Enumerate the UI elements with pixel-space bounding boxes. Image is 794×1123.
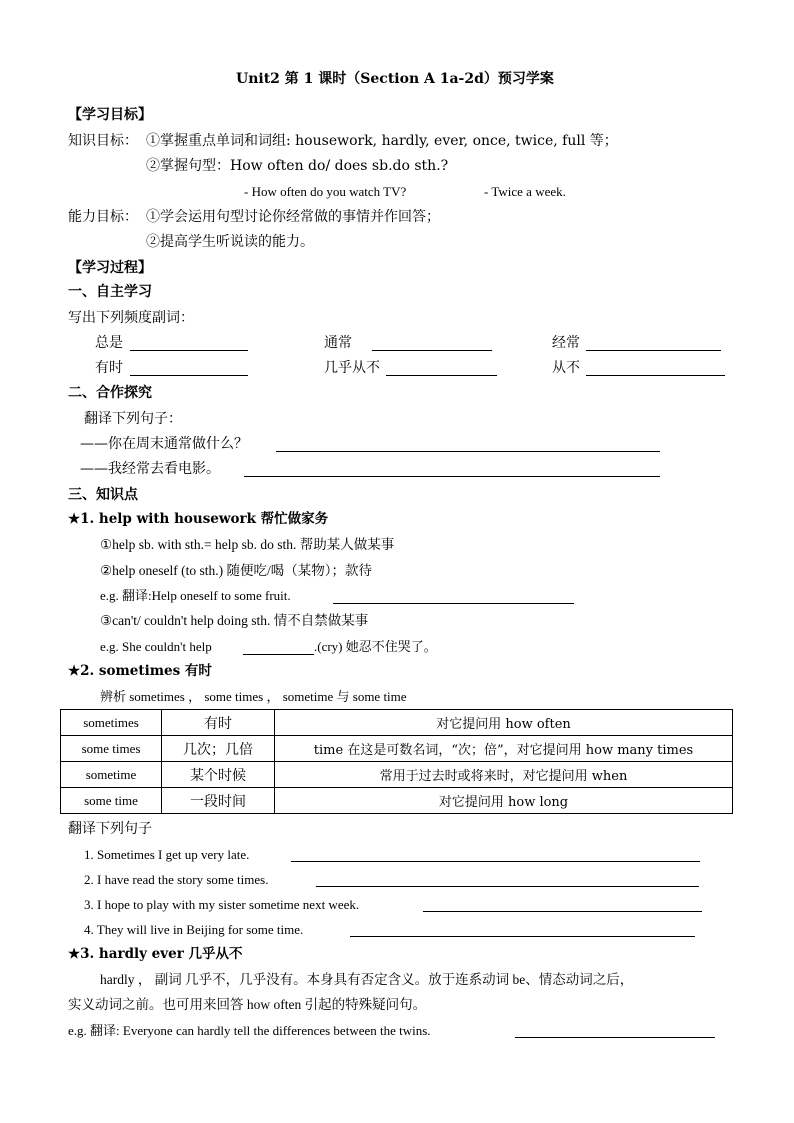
kp1-example-1: e.g. 翻译:Help oneself to some fruit. bbox=[100, 588, 291, 603]
kp1-title: ★1. help with housework 帮忙做家务 bbox=[68, 511, 329, 527]
table-cell: some times bbox=[61, 736, 162, 762]
table-cell: some time bbox=[61, 788, 162, 814]
section-1-instruction: 写出下列频度副词： bbox=[68, 310, 194, 326]
adverb-always-label: 总是 bbox=[95, 335, 123, 351]
table-cell: 一段时间 bbox=[162, 788, 275, 814]
adverb-never-label: 从不 bbox=[552, 360, 580, 376]
kp2-intro: 辨析 sometimes ， some times ， sometime 与 some time bbox=[100, 689, 407, 704]
adverb-always-blank[interactable] bbox=[130, 350, 248, 351]
section-2-instruction: 翻译下列句子： bbox=[84, 411, 182, 427]
table-row bbox=[61, 762, 733, 788]
translate-question-2: ——我经常去看电影。 bbox=[80, 461, 220, 477]
translate-answer-1-blank[interactable] bbox=[276, 451, 660, 452]
page-title: Unit2 第 1 课时（Section A 1a-2d）预习学案 bbox=[236, 71, 554, 87]
kp2-sentence-4: 4. They will live in Beijing for some time. bbox=[84, 922, 304, 937]
adverb-never-blank[interactable] bbox=[586, 375, 725, 376]
kp2-sentence-3: 3. I hope to play with my sister sometime next week. bbox=[84, 897, 360, 912]
kp3-title: ★3. hardly ever 几乎从不 bbox=[68, 946, 243, 962]
kp2-sentence-2-blank[interactable] bbox=[316, 886, 699, 887]
table-cell: sometime bbox=[61, 762, 162, 788]
adverb-often-label: 经常 bbox=[552, 335, 580, 351]
process-heading: 【学习过程】 bbox=[68, 260, 152, 276]
kp2-sentence-1-blank[interactable] bbox=[291, 861, 700, 862]
section-1-heading: 一、自主学习 bbox=[68, 284, 152, 300]
section-2-heading: 二、合作探究 bbox=[68, 385, 152, 401]
table-row bbox=[61, 710, 733, 736]
kp2-sentence-3-blank[interactable] bbox=[423, 911, 702, 912]
translate-answer-2-blank[interactable] bbox=[244, 476, 660, 477]
adverb-hardly-ever-label: 几乎从不 bbox=[324, 360, 380, 376]
adverb-usually-label: 通常 bbox=[324, 335, 352, 351]
table-cell: 几次；几倍 bbox=[162, 736, 275, 762]
ability-goal-2: ②提高学生听说读的能力。 bbox=[146, 234, 314, 250]
comparison-table bbox=[60, 709, 733, 814]
table-row bbox=[61, 736, 733, 762]
table-row bbox=[61, 788, 733, 814]
knowledge-goal-2: ②掌握句型：How often do/ does sb.do sth.? bbox=[146, 158, 449, 174]
kp3-example: e.g. 翻译: Everyone can hardly tell the differences between the twins. bbox=[68, 1023, 431, 1038]
goals-heading: 【学习目标】 bbox=[68, 107, 152, 123]
table-cell: time 在这是可数名词，“次；倍”，对它提问用 how many times bbox=[275, 736, 733, 762]
table-cell: sometimes bbox=[61, 710, 162, 736]
kp2-sentence-4-blank[interactable] bbox=[350, 936, 695, 937]
kp2-sentence-2: 2. I have read the story some times. bbox=[84, 872, 269, 887]
knowledge-goal-1: ①掌握重点单词和词组: housework, hardly, ever, once, twice, full 等； bbox=[146, 133, 618, 149]
table-cell: 有时 bbox=[162, 710, 275, 736]
ability-label: 能力目标： bbox=[68, 209, 138, 225]
table-cell: 常用于过去时或将来时，对它提问用 when bbox=[275, 762, 733, 788]
kp3-paragraph-1: hardly ， 副词 几乎不，几乎没有。本身具有否定含义。放于连系动词 be、情态动词之后， bbox=[100, 972, 634, 987]
knowledge-label: 知识目标： bbox=[68, 133, 138, 149]
ability-goal-1: ①学会运用句型讨论你经常做的事情并作回答； bbox=[146, 209, 440, 225]
adverb-hardly-ever-blank[interactable] bbox=[386, 375, 497, 376]
kp1-example-2-end: .(cry) 她忍不住哭了。 bbox=[314, 639, 437, 654]
kp2-sentence-1: 1. Sometimes I get up very late. bbox=[84, 847, 250, 862]
kp1-line-2: ②help oneself (to sth.) 随便吃/喝（某物）；款待 bbox=[100, 563, 372, 578]
knowledge-example-a: - Twice a week. bbox=[484, 184, 566, 199]
adverb-sometimes-label: 有时 bbox=[95, 360, 123, 376]
table-cell: 对它提问用 how often bbox=[275, 710, 733, 736]
kp1-example-2-start: e.g. She couldn't help bbox=[100, 639, 212, 654]
knowledge-example-q: - How often do you watch TV? bbox=[244, 184, 407, 199]
kp1-line-4: ③can't/ couldn't help doing sth. 情不自禁做某事 bbox=[100, 613, 369, 628]
translate-question-1: ——你在周末通常做什么？ bbox=[80, 436, 248, 452]
section-3-heading: 三、知识点 bbox=[68, 487, 138, 503]
kp3-paragraph-2: 实义动词之前。也可用来回答 how often 引起的特殊疑问句。 bbox=[68, 997, 427, 1012]
kp1-example-1-blank[interactable] bbox=[333, 603, 574, 604]
kp3-example-blank[interactable] bbox=[515, 1037, 715, 1038]
table-cell: 某个时候 bbox=[162, 762, 275, 788]
kp1-line-1: ①help sb. with sth.= help sb. do sth. 帮助某人做某事 bbox=[100, 537, 395, 552]
adverb-usually-blank[interactable] bbox=[372, 350, 492, 351]
kp1-example-2-blank[interactable] bbox=[243, 654, 314, 655]
adverb-sometimes-blank[interactable] bbox=[130, 375, 248, 376]
kp2-instruction: 翻译下列句子 bbox=[68, 821, 152, 837]
adverb-often-blank[interactable] bbox=[586, 350, 721, 351]
kp2-title: ★2. sometimes 有时 bbox=[68, 663, 212, 679]
table-cell: 对它提问用 how long bbox=[275, 788, 733, 814]
